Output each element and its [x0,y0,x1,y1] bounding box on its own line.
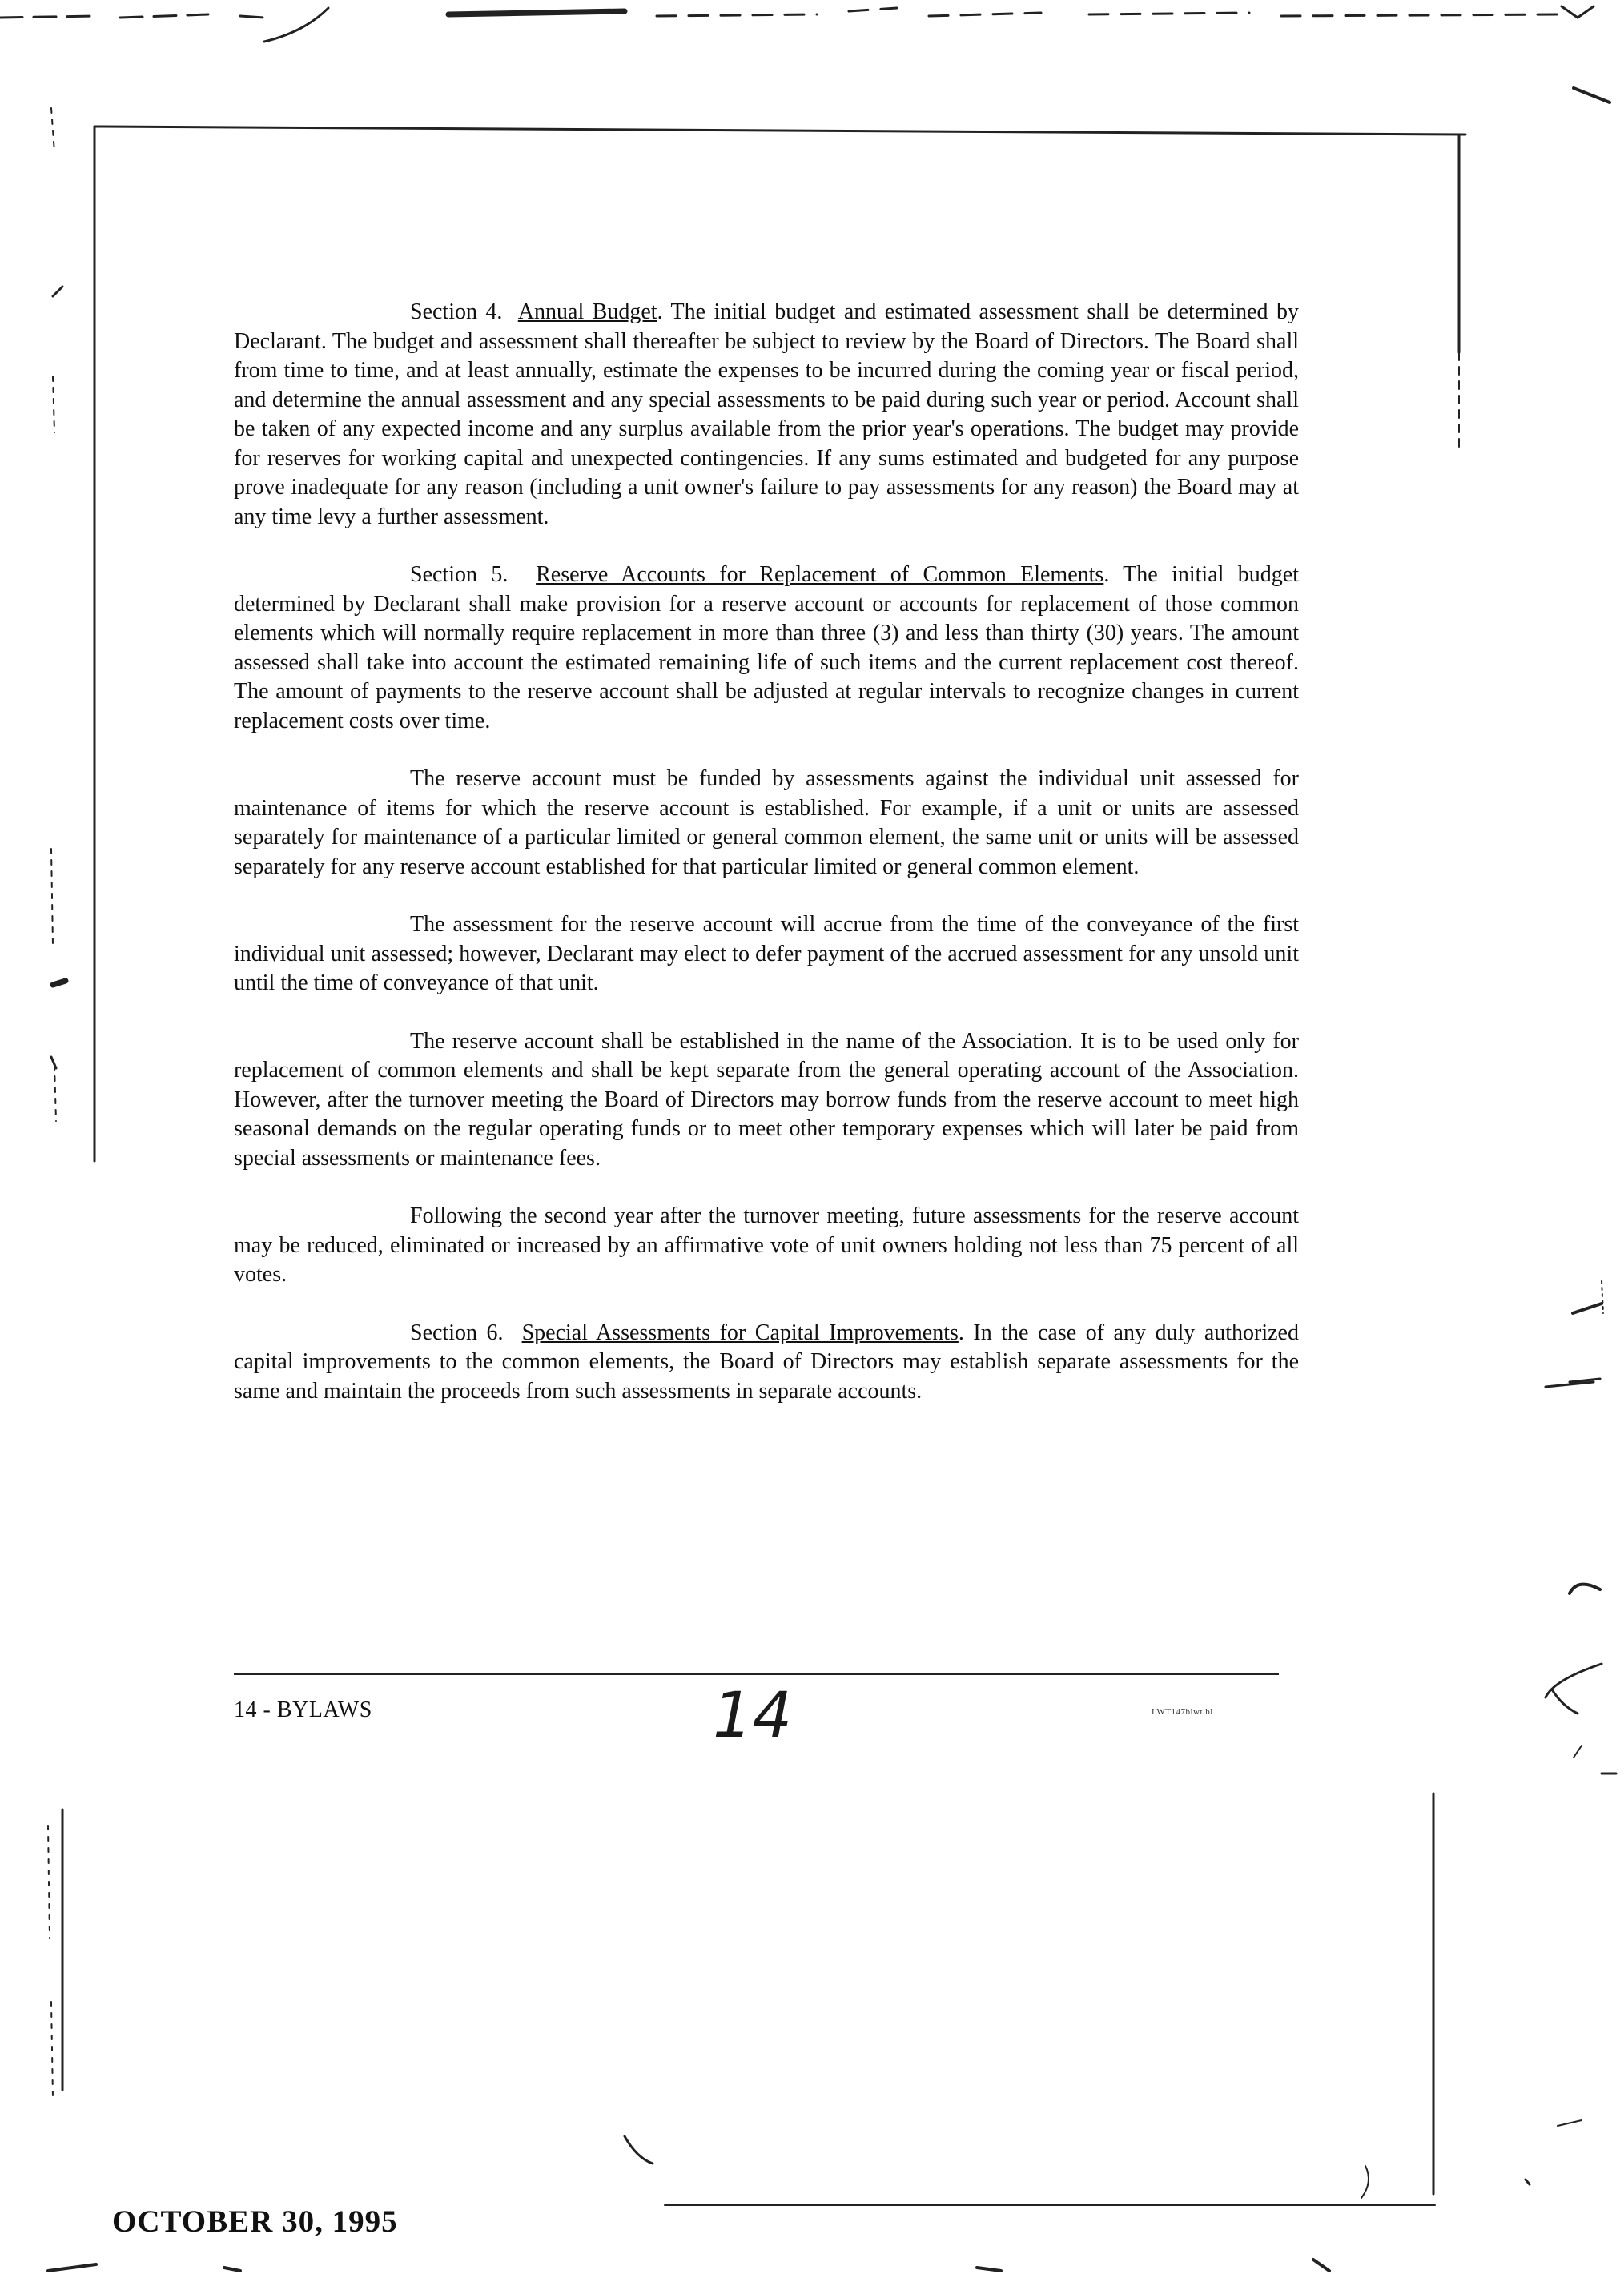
section-6-lead: Section 6. [410,1320,504,1345]
section-5-paragraph [234,560,1299,736]
section-5-title: Reserve Accounts for Replacement of Common Elements [536,562,1104,587]
reserve-established-paragraph: The reserve account shall be established in the name of the Association. It is to be used only for replacement of common elements and shall be kept separate from the general operating account of the Association. However, after the turnover meeting the Board of Directors may borrow funds from the reserve account to meet high seasonal demands on the regular operating funds or to meet other temporary expenses which will later be paid from special assessments or maintenance fees. [234,1028,1299,1171]
footer-page-label: 14 - BYLAWS [234,1697,372,1722]
section-6-body: . In the case of any duly authorized capital improvements to the common elements, the Board of Directors may establish separate assessments for the same and maintain the proceeds from such assessments in separate accounts. [234,1320,1299,1404]
section-4-lead: Section 4. [410,299,503,324]
date-stamp: OCTOBER 30, 1995 [112,2204,398,2239]
section-5-lead: Section 5. [410,562,509,587]
document-code: LWT147blwt.bl [1152,1707,1213,1717]
section-4-body: . The initial budget and estimated assessment shall be determined by Declarant. The budget and assessment shall thereafter be subject to review by the Board of Directors. The Board shall from time to time, and at least annually, estimate the expenses to be incurred during the coming year or fiscal period, and determine the annual assessment and any special assessments to be paid during such year or period. Account shall be taken of any expected income and any surplus available from the prior year's operations. The budget may provide for reserves for working capital and unexpected contingencies. If any sums estimated and budgeted for any purpose prove inadequate for any reason (including a unit owner's failure to pay assessments for any reason) the Board may at any time levy a further assessment. [234,299,1299,529]
reserve-following-paragraph: Following the second year after the turnover meeting, future assessments for the reserve account may be reduced, eliminated or increased by an affirmative vote of unit owners holding not less than 75 percent of all votes. [234,1203,1299,1287]
section-4-paragraph [234,298,1299,532]
reserve-funding-paragraph: The reserve account must be funded by assessments against the individual unit assessed for maintenance of items for which the reserve account is established. For example, if a unit or units are assessed separately for maintenance of a particular limited or general common element, the same unit or units will be assessed separately for any reserve account established for that particular limited or general common element. [234,766,1299,879]
handwritten-page-number: 14 [713,1680,793,1752]
footer-divider [234,1673,1279,1675]
section-6-paragraph [234,1319,1299,1407]
section-5-body: . The initial budget determined by Declarant shall make provision for a reserve account or accounts for replacement of those common elements which will normally require replacement in more than three (3) and less than thirty (30) years. The amount assessed shall take into account the estimated remaining life of such items and the current replacement cost thereof. The amount of payments to the reserve account shall be adjusted at regular intervals to recognize changes in current replacement costs over time. [234,562,1299,733]
section-4-title: Annual Budget [517,299,657,324]
document-body [234,298,1299,1435]
section-6-title: Special Assessments for Capital Improvements [521,1320,959,1345]
reserve-accrual-paragraph: The assessment for the reserve account will accrue from the time of the conveyance of the first individual unit assessed; however, Declarant may elect to defer payment of the accrued assessment for any unsold unit until the time of conveyance of that unit. [234,912,1299,995]
